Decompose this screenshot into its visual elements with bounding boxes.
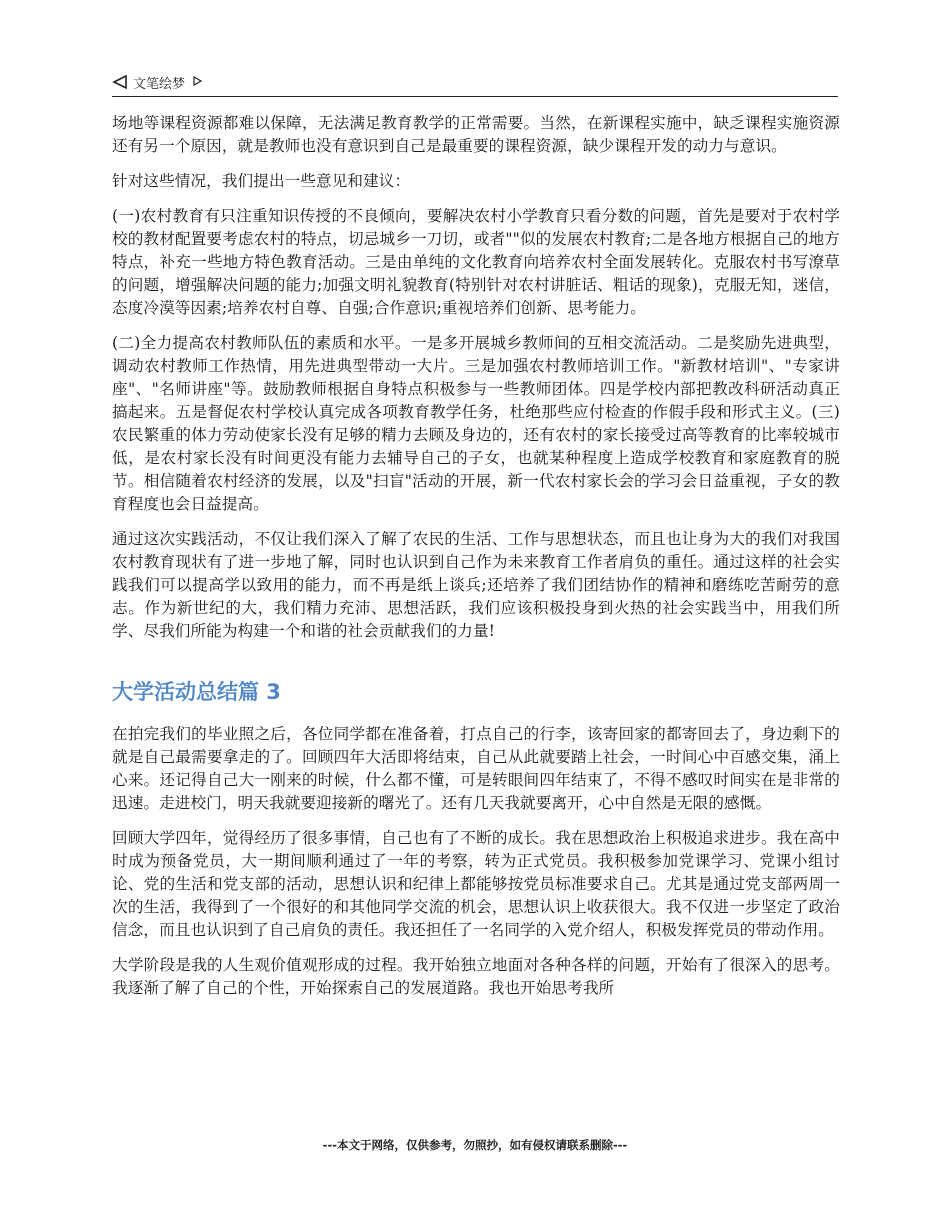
document-body [112, 112, 840, 1012]
paragraph: 回顾大学四年，觉得经历了很多事情，自己也有了不断的成长。我在思想政治上积极追求进步。我在高中时成为预备党员，大一期间顺利通过了一年的考察，转为正式党员。我积极参加党课学习、党课小组讨论、党的生活和党支部的活动，思想认识和纪律上都能够按党员标准要求自己。尤其是通过党支部两周一次的生活，我得到了一个很好的和其他同学交流的机会，思想认识上收获很大。我不仅进一步坚定了政治信念，而且也认识到了自己肩负的责任。我还担任了一名同学的入党介绍人，积极发挥党员的带动作用。 [112, 829, 840, 939]
paragraph: (二)全力提高农村教师队伍的素质和水平。一是多开展城乡教师间的互相交流活动。二是奖励先进典型，调动农村教师工作热情，用先进典型带动一大片。三是加强农村教师培训工作。"新教材培训"、"专家讲座"、"名师讲座"等。鼓励教师根据自身特点积极参与一些教师团体。四是学校内部把教改科研活动真正搞起来。五是督促农村学校认真完成各项教育教学任务，杜绝那些应付检查的作假手段和形式主义。(三)农民繁重的体力劳动使家长没有足够的精力去顾及身边的，还有农村的家长接受过高等教育的比率较城市低，是农村家长没有时间更没有能力去辅导自己的子女，也就某种程度上造成学校教育和家庭教育的脱节。相信随着农村经济的发展，以及"扫盲"活动的开展，新一代农村家长会的学习会日益重视，子女的教育程度也会日益提高。 [112, 334, 840, 513]
brand-logo [112, 72, 202, 92]
paragraph: 大学阶段是我的人生观价值观形成的过程。我开始独立地面对各种各样的问题，开始有了很深入的思考。我逐渐了解了自己的个性，开始探索自己的发展道路。我也开始思考我所 [112, 956, 840, 997]
page-header [112, 70, 838, 97]
triangle-right-icon [192, 76, 202, 86]
paragraph: (一)农村教育有只注重知识传授的不良倾向，要解决农村小学教育只看分数的问题，首先是要对于农村学校的教材配置要考虑农村的特点，切忌城乡一刀切，或者""似的发展农村教育;二是各地方根据自己的地方特点，补充一些地方特色教育活动。三是由单纯的文化教育向培养农村全面发展转化。克服农村书写潦草的问题，增强解决问题的能力;加强文明礼貌教育(特别针对农村讲脏话、粗话的现象)，克服无知，迷信，态度冷漠等因素;培养农村自尊、自强;合作意识;重视培养们创新、思考能力。 [112, 207, 840, 317]
paragraph: 针对这些情况，我们提出一些意见和建议： [112, 172, 411, 190]
paragraph: 在拍完我们的毕业照之后，各位同学都在准备着，打点自己的行李，该寄回家的都寄回去了，身边剩下的就是自己最需要拿走的了。回顾四年大活即将结束，自己从此就要踏上社会，一时间心中百感交集，涌上心来。还记得自己大一刚来的时候，什么都不懂，可是转眼间四年结束了，不得不感叹时间实在是非常的迅速。走进校门，明天我就要迎接新的曙光了。还有几天我就要离开，心中自然是无限的感慨。 [112, 725, 840, 812]
paragraph: 场地等课程资源都难以保障，无法满足教育教学的正常需要。当然，在新课程实施中，缺乏课程实施资源还有另一个原因，就是教师也没有意识到自己是最重要的课程资源，缺少课程开发的动力与意识。 [112, 114, 840, 155]
section-title: 大学活动总结篇 3 [112, 680, 281, 704]
footer-disclaimer: ---本文于网络，仅供参考，勿照抄，如有侵权请联系删除--- [322, 1138, 628, 1152]
triangle-left-icon [112, 74, 128, 90]
paragraph: 通过这次实践活动，不仅让我们深入了解了农民的生活、工作与思想状态，而且也让身为大的我们对我国农村教育现状有了进一步地了解，同时也认识到自己作为未来教育工作者肩负的重任。通过这样的社会实践我们可以提高学以致用的能力，而不再是纸上谈兵;还培养了我们团结协作的精神和磨练吃苦耐劳的意志。作为新世纪的大，我们精力充沛、思想活跃，我们应该积极投身到火热的社会实践当中，用我们所学、尽我们所能为构建一个和谐的社会贡献我们的力量! [112, 530, 840, 640]
brand-text: 文笔绘梦 [133, 76, 186, 92]
